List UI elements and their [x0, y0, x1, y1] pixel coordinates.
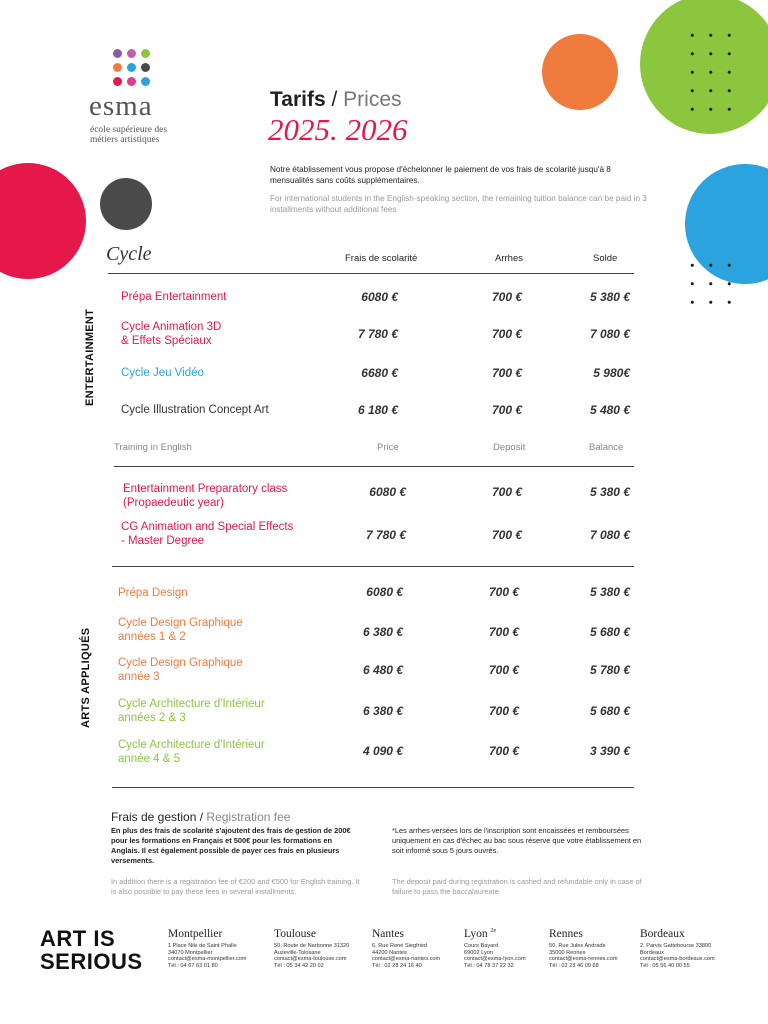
city-address [640, 943, 740, 969]
addr-line: contact@esma-montpellier.com [168, 956, 247, 963]
row-balance: 5 380 € [589, 485, 630, 499]
decor-dot-grid-bottom [683, 256, 743, 316]
addr-line: Tél : 04 78 37 22 32 [464, 962, 514, 969]
registration-fee-text-fr: En plus des frais de scolarité s'ajoutent des frais de gestion de 200€ pour les formations en Français et 500€ pour les formations en Anglais. Il est également possible de payer ces frais en plusieurs versements. [111, 826, 351, 865]
addr-line: Tél : 02 28 24 16 40 [372, 962, 422, 969]
column-header-deposit: Arrhes [495, 253, 523, 264]
row-balance: 5 780 € [589, 663, 630, 677]
slogan-line: SERIOUS [40, 949, 143, 974]
city-name-text: Lyon [464, 928, 488, 940]
city-name: Nantes [372, 928, 404, 940]
brand-name: esma [89, 90, 153, 122]
title-slash: / [325, 88, 344, 111]
column-header-balance: Solde [593, 253, 618, 264]
deposit-note-fr: *Les arrhes versées lors de l'inscription sont encaissées et remboursées uniquement en cas d'échec au bac sous réserve que votre établissement en soit informé sous 5 jours ouvrés. [392, 826, 642, 855]
addr-line: 35000 Rennes [549, 949, 586, 956]
city-name: Toulouse [274, 928, 316, 940]
addr-line: 69002 Lyon [464, 949, 494, 956]
row-label-prepa-entertainment: Prépa Entertainment [121, 291, 227, 303]
addr-line: 44200 Nantes [372, 949, 407, 956]
row-deposit: 700 € [491, 485, 522, 499]
row-fee: 6 380 € [362, 625, 403, 639]
decor-circle-grey [100, 178, 152, 230]
row-label-animation-3d [121, 320, 221, 348]
row-label-design-graphique-3 [118, 656, 243, 684]
addr-line: contact@esma-toulouse.com [274, 956, 347, 963]
row-label-cg-animation [121, 520, 293, 548]
addr-line: Tél : 02 23 46 09 68 [549, 962, 599, 969]
row-label-jeu-video: Cycle Jeu Vidéo [121, 367, 204, 379]
addr-line: Bordeaux [640, 949, 664, 956]
row-fee: 7 780 € [365, 528, 406, 542]
column-header-fee: Frais de scolarité [345, 253, 418, 264]
row-balance: 5 480 € [589, 403, 630, 417]
addr-line: 1 Place Niki de Saint Phalle [168, 943, 237, 949]
row-balance: 7 080 € [589, 327, 630, 341]
row-deposit: 700 € [491, 366, 522, 380]
logo-dot [113, 77, 122, 86]
row-fee: 6 180 € [357, 403, 398, 417]
academic-years: 2025. 2026 [268, 112, 408, 147]
city-district: 2e [490, 928, 497, 935]
addr-line: Tél : 04 67 63 01 80 [168, 962, 218, 969]
city-name: Rennes [549, 928, 583, 940]
label-line: CG Animation and Special Effects [121, 521, 294, 533]
logo-dot [141, 49, 150, 58]
registration-fee-text-en: In addition there is a registration fee of €200 and €500 for English training. It is also possible to pay these fees in several installments. [111, 877, 360, 896]
english-column-price: Price [377, 442, 399, 453]
addr-line: Auzeville-Tolosane [274, 949, 321, 956]
city-name: Montpellier [168, 928, 223, 940]
decor-circle-orange [542, 34, 618, 110]
city-bordeaux [640, 928, 740, 969]
row-fee: 7 780 € [357, 327, 398, 341]
city-address [372, 943, 472, 969]
divider [112, 566, 634, 567]
row-fee: 6080 € [369, 485, 406, 499]
row-deposit: 700 € [491, 290, 522, 304]
english-column-balance: Balance [589, 442, 624, 453]
row-fee: 6 380 € [362, 704, 403, 718]
row-fee: 6 480 € [362, 663, 403, 677]
label-line: - Master Degree [121, 535, 205, 547]
row-label-architecture-2-3 [118, 697, 265, 725]
title-en: Prices [343, 88, 402, 111]
decor-dot-grid-top [683, 26, 743, 121]
addr-line: 2, Parvis Gattebourse 33800 [640, 943, 712, 949]
page-title [270, 88, 402, 112]
fees-heading-en: Registration fee [206, 810, 291, 824]
section-label-entertainment: ENTERTAINMENT [84, 308, 96, 406]
row-deposit: 700 € [488, 663, 519, 677]
addr-line: Tél : 05 56 40 00 55 [640, 962, 690, 969]
logo-dot [127, 49, 136, 58]
row-label-illustration: Cycle Illustration Concept Art [121, 404, 269, 416]
label-line: Cycle Animation 3D [121, 321, 222, 333]
row-balance: 5 380 € [589, 585, 630, 599]
english-column-deposit: Deposit [493, 442, 526, 453]
intro-fr: Notre établissement vous propose d'échelonner le paiement de vos frais de scolarité jusqu'à 8 mensualités sans coûts supplémentaires. [270, 165, 611, 185]
row-balance: 3 390 € [589, 744, 630, 758]
city-rennes [549, 928, 649, 969]
addr-line: Cours Bayard [464, 943, 499, 949]
addr-line: contact@esma-lyon.com [464, 956, 526, 963]
logo-dot [113, 49, 122, 58]
label-line: années 1 & 2 [118, 631, 186, 643]
logo-dot [141, 77, 150, 86]
row-deposit: 700 € [491, 528, 522, 542]
row-deposit: 700 € [491, 327, 522, 341]
addr-line: contact@esma-nantes.com [372, 956, 441, 963]
row-label-entertainment-preparatory [123, 482, 287, 510]
row-deposit: 700 € [491, 403, 522, 417]
label-line: année 3 [118, 671, 160, 683]
city-address [168, 943, 268, 969]
divider [114, 466, 634, 467]
brand-subtitle: école supérieure des métiers artistiques [90, 125, 168, 145]
row-fee: 6080 € [361, 290, 398, 304]
row-balance: 5 980€ [593, 366, 630, 380]
addr-line: 6, Rue René Siegfried [372, 943, 428, 949]
slogan-line: ART IS [40, 926, 116, 951]
row-label-architecture-4-5 [118, 738, 265, 766]
addr-line: Tél : 05 34 42 20 02 [274, 962, 324, 969]
logo-dot [113, 63, 122, 72]
row-balance: 7 080 € [589, 528, 630, 542]
title-fr: Tarifs [270, 88, 326, 111]
city-nantes [372, 928, 472, 969]
row-deposit: 700 € [488, 744, 519, 758]
row-label-prepa-design: Prépa Design [118, 587, 188, 599]
label-line: année 4 & 5 [118, 753, 181, 765]
row-label-design-graphique-1-2 [118, 616, 243, 644]
english-heading: Training in English [114, 442, 192, 453]
fees-heading-slash: / [196, 810, 207, 824]
cycle-heading: Cycle [106, 243, 152, 265]
addr-line: contact@esma-bordeaux.com [640, 956, 715, 963]
logo-dot [127, 77, 136, 86]
label-line: Cycle Architecture d'Intérieur [118, 698, 265, 710]
registration-fee-heading [111, 810, 290, 824]
addr-line: 50, Rue Jules Andrade [549, 943, 606, 949]
city-address [549, 943, 649, 969]
row-deposit: 700 € [488, 585, 519, 599]
city-address [274, 943, 374, 969]
logo-dot [127, 63, 136, 72]
label-line: années 2 & 3 [118, 712, 186, 724]
addr-line: 34070 Montpellier [168, 949, 213, 956]
row-balance: 5 380 € [589, 290, 630, 304]
row-balance: 5 680 € [589, 704, 630, 718]
divider [108, 273, 634, 274]
section-label-arts-appliques: ARTS APPLIQUÉS [80, 627, 92, 728]
city-toulouse [274, 928, 374, 969]
city-name: Bordeaux [640, 928, 685, 940]
fees-heading-fr: Frais de gestion [111, 810, 197, 824]
row-fee: 6080 € [366, 585, 403, 599]
row-deposit: 700 € [488, 704, 519, 718]
addr-line: 50, Route de Narbonne 31320 [274, 943, 350, 949]
decor-circle-red [0, 163, 86, 279]
row-deposit: 700 € [488, 625, 519, 639]
label-line: Cycle Architecture d'Intérieur [118, 739, 265, 751]
label-line: Cycle Design Graphique [118, 657, 243, 669]
row-balance: 5 680 € [589, 625, 630, 639]
label-line: (Propaedeutic year) [123, 497, 224, 509]
label-line: & Effets Spéciaux [121, 335, 212, 347]
row-fee: 6680 € [361, 366, 398, 380]
intro-en: For international students in the English-speaking section, the remaining tuition balance can be paid in 3 installments without additional fees [270, 194, 647, 214]
logo-dot [141, 63, 150, 72]
divider [112, 787, 634, 788]
addr-line: contact@esma-rennes.com [549, 956, 618, 963]
label-line: Entertainment Preparatory class [123, 483, 288, 495]
city-montpellier [168, 928, 268, 969]
label-line: Cycle Design Graphique [118, 617, 243, 629]
deposit-note-en: The deposit paid during registration is cashed and refundable only in case of failure to pass the baccalaureate [392, 877, 642, 896]
slogan [40, 927, 143, 973]
row-fee: 4 090 € [362, 744, 403, 758]
